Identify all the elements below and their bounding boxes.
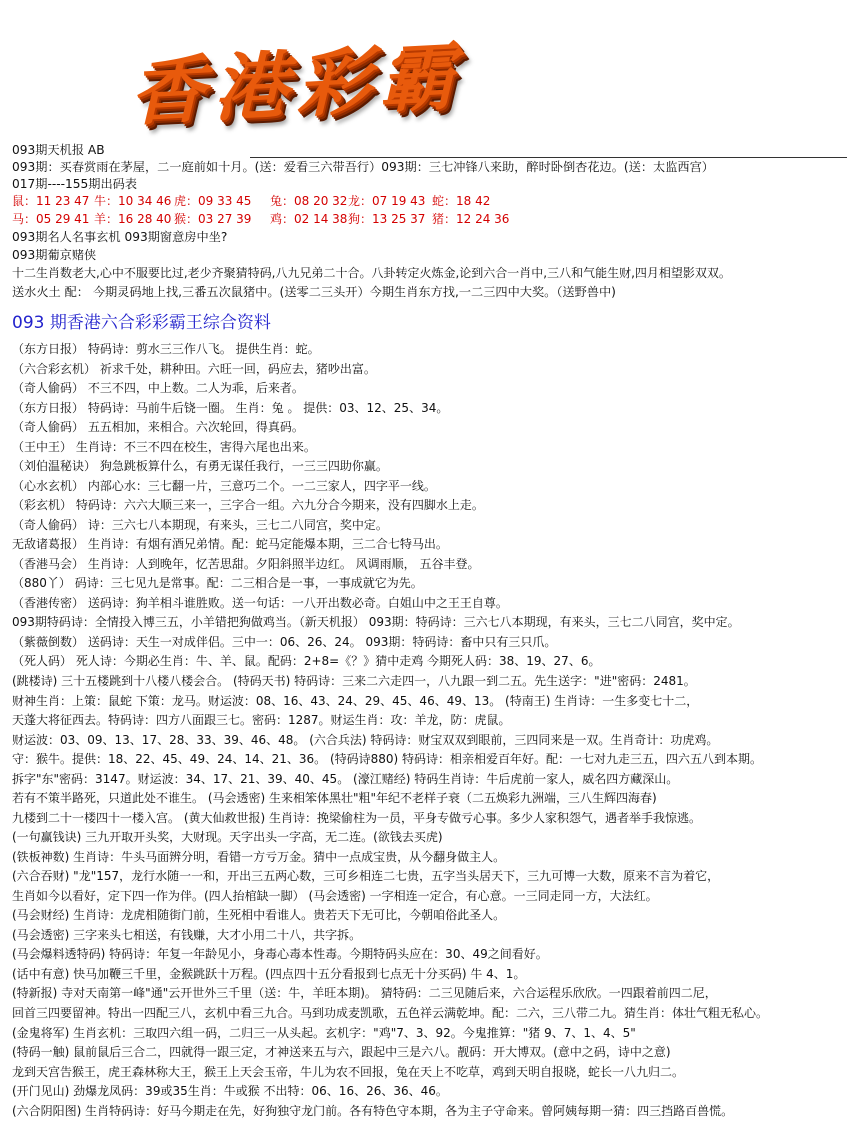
zodiac-cell: 兔：08 20 32: [270, 194, 348, 208]
article-line: 天蓬大将征西去。特码诗：四方八面跟三七。密码：1287。财运生肖：攻：羊龙，防：虎鼠。: [12, 713, 511, 728]
article-line: (特码一触) 鼠前鼠后三合二，四就得一跟三定，才神送来五与六，跟起中三是六八。靓码：开大博双。(意中之码，诗中之意): [12, 1045, 671, 1060]
zodiac-cell: 猴：03 27 39: [174, 212, 252, 226]
header-divider: [250, 157, 847, 158]
zodiac-cell: 龙：07 19 43: [348, 194, 426, 208]
banner-title: 香港彩霸: [126, 33, 479, 137]
zodiac-cell: 马：05 29 41: [12, 212, 90, 226]
article-line: (铁板神数) 生肖诗：牛头马面辨分明，看错一方亏万金。猜中一点成宝贵，从今翻身做主人。: [12, 849, 506, 864]
article-line: （王中王） 生肖诗：不三不四在校生，害得六尾也出来。: [12, 439, 316, 454]
article-line: (开门见山) 劲爆龙凤码：39或35生肖：牛或猴 不出特：06、16、26、36、46。: [12, 1084, 448, 1099]
article-line: （紫薇倒数） 送码诗：天生一对成伴侣。三中一：06、26、24。 093期：特码诗：畜中只有三只爪。: [12, 634, 557, 649]
article-line: （死人码） 死人诗：今期必生肖：牛、羊、鼠。配码：2+8=《？》猜中走鸡 今期死人码：38、19、27、6。: [12, 654, 601, 669]
article-line: (六合吞财) "龙"157，龙行水随一一和，开出三五两心数，三可乡相连二七贵，五字当头居天下，三九可博一大数，原来不言为着它，: [12, 869, 720, 884]
article-line: （奇人偷码） 五五相加，来相合。六次轮回，得真码。: [12, 420, 304, 435]
article-line: （刘伯温秘诀） 狗急跳板算什么，有勇无谋任我行，一三三四助你赢。: [12, 459, 388, 474]
zodiac-cell: 鼠：11 23 47: [12, 194, 90, 208]
header-line: 093期：买春赏雨在茅屋，二一庭前如十月。(送：爱看三六带吾行）093期：三七冲锋八来助，醉时卧倒杏花边。(送：太监西宫）: [12, 160, 714, 174]
article-line: （东方日报） 特码诗：马前牛后铙一圈。 生肖：兔 。 提供：03、12、25、34。: [12, 400, 449, 415]
article-line: 拆字"东"密码：3147。财运波：34、17、21、39、40、45。 (濠江赌经) 特码生肖诗：牛后虎前一家人，威名四方藏深山。: [12, 771, 679, 786]
zodiac-cell: 鸡：02 14 38: [270, 212, 348, 226]
article-line: (马会透密) 三字来头七相送，有钱赚，大才小用二十八，共字拆。: [12, 927, 362, 942]
article-line: （奇人偷码） 诗：三六七八本期现，有来头，三七二八同宫，奖中定。: [12, 517, 388, 532]
article-line: (马会财经) 生肖诗：龙虎相随街门前，生死相中看谁人。贵若天下无可比，今朝咱俗此圣人。: [12, 908, 506, 923]
zodiac-cell: 狗：13 25 37: [348, 212, 426, 226]
article-line: （香港传密） 送码诗：狗羊相斗谁胜败。送一句话：一八开出数必奇。白姐山中之王王自尊。: [12, 595, 508, 610]
article-line: 回首三四要留神。特出一四配三八，玄机中看三九合。马到功成麦凯歌，五色祥云满乾坤。配：二六，三八带二九。猜生肖：体壮气粗无私心。: [12, 1006, 769, 1021]
zodiac-cell: 羊：16 28 40: [94, 212, 172, 226]
header-line: 017期----155期出码表: [12, 177, 138, 191]
article-line: 若有不策半路死，只道此处不谁生。 (马会透密) 生来相笨体黑壮"粗"年纪不老样子衰（二五焕彩九洲端，三八生辉四海春): [12, 791, 657, 806]
zodiac-cell: 蛇：18 42: [432, 194, 491, 208]
zodiac-cell: 猪：12 24 36: [432, 212, 510, 226]
banner-logo: [126, 20, 540, 142]
article-line: 无敌诸葛报） 生肖诗：有烟有酒兄弟情。配：蛇马定能爆本期，三二合七特马出。: [12, 537, 448, 552]
intro-line: 十二生肖数老大,心中不服要比过,老少齐聚猜特码,八九兄弟二十合。八卦转定火炼金,论到六合一肖中,三八和气能生财,四月相望影双双。: [12, 266, 731, 280]
article-line: 龙到天宫告猴王，虎王森林称大王，猴王上天会玉帝，牛儿为农不回报，兔在天上不吃草，鸡到天明自报晓，蛇长一八九归二。: [12, 1064, 685, 1079]
article-line: （880丫） 码诗：三七见九是常事。配：二三相合是一事，一事成就它为先。: [12, 576, 423, 591]
article-line: (马会爆料透特码) 特码诗：年复一年龄见小，身毒心毒本性毒。今期特码头应在：30、49之间看好。: [12, 947, 548, 962]
intro-line: 送水火土 配： 今期灵码地上找,三番五次鼠猪中。(送零二三头开）今期生肖东方找,一二三四中大奖。（送野兽中): [12, 285, 616, 299]
article-line: (特新报) 寺对天南第一峰"通"云开世外三千里（送：牛，羊旺本期)。 猜特码：二三见随后来，六合运程乐欣欣。一四跟着前四二尼，: [12, 986, 717, 1001]
article-line: （香港马会） 生肖诗：人到晚年，忆苦思甜。夕阳斜照半边红。 风调雨顺， 五谷丰登。: [12, 556, 480, 571]
article-line: （心水玄机） 内部心水：三七翻一片，三意巧二个。一二三家人，四字平一线。: [12, 478, 436, 493]
article-line: （六合彩玄机） 祈求千处，耕种田。六旺一回，码应去，猪吵出富。: [12, 361, 376, 376]
article-line: 093期特码诗：全情投入博三五，小羊错把狗做鸡当。（新天机报） 093期：特码诗：三六七八本期现，有来头，三七二八同宫，奖中定。: [12, 615, 740, 630]
article-line: (六合阴阳图) 生肖特码诗：好马今期走在先，好狗独守龙门前。各有特色守本期，各为主子守命来。曾阿姨每期一猜：四三挡路百兽慌。: [12, 1103, 734, 1118]
article-line: (跳楼诗) 三十五楼跳到十八楼八楼会合。 (特码天书) 特码诗：三来二六走四一，八九跟一到二五。先生送字："进"密码：2481。: [12, 674, 696, 688]
zodiac-cell: 牛：10 34 46: [94, 194, 172, 208]
article-line: 生肖如今以看好，定下四一作为伴。(四人抬棺缺一脚） (马会透密) 一字相连一定合，有心意。一三同走同一方，大法红。: [12, 888, 658, 903]
article-line: (话中有意) 快马加鞭三千里，金猴跳跃十万程。(四点四十五分看报到七点无十分买码) 牛 4、1。: [12, 966, 526, 981]
article-line: （彩玄机） 特码诗：六六大顺三来一，三字合一组。六九分合今期来，没有四脚水上走。: [12, 498, 484, 513]
section-title: 093 期香港六合彩彩霸王综合资料: [12, 313, 271, 333]
article-line: 财神生肖：上策：鼠蛇 下策：龙马。财运波：08、16、43、24、29、45、46、49、13。 (特南王) 生肖诗：一生多变七十二，: [12, 693, 699, 708]
header-line: 093期天机报 AB: [12, 143, 105, 157]
article-line: （东方日报） 特码诗：剪水三三作八飞。 提供生肖：蛇。: [12, 342, 320, 356]
article-line: 九楼到二十一楼四十一楼入宫。 (黄大仙救世报) 生肖诗：挽梁偷柱为一员，平身专做亏心事。多少人家积怨气，遇者举手我惊逃。: [12, 810, 701, 825]
zodiac-cell: 虎：09 33 45: [174, 194, 252, 208]
article-line: (一句赢钱诀) 三九开取开头奖，大财现。天字出头一字高，无二连。(欲钱去买虎): [12, 830, 443, 845]
intro-line: 093期名人名事玄机 093期窗意房中坐?: [12, 230, 228, 244]
intro-line: 093期葡京赌侠: [12, 248, 97, 262]
article-line: 财运波：03、09、13、17、28、33、39、46、48。 (六合兵法) 特码诗：财宝双双到眼前，三四同来是一双。生肖奇计：功虎鸡。: [12, 732, 719, 747]
article-line: 守：猴牛。提供：18、22、45、49、24、14、21、36。 (特码诗880) 特码诗：相亲相爱百年好。配：一七对九走三五，四六五八到本期。: [12, 752, 763, 767]
article-line: (金鬼将军) 生肖玄机：三取四六组一码，二归三一从头起。玄机字："鸡"7、3、92。今鬼推算："猪 9、7、1、4、5": [12, 1025, 636, 1040]
article-line: （奇人偷码） 不三不四，中上数。二人为乖，后来者。: [12, 381, 304, 396]
